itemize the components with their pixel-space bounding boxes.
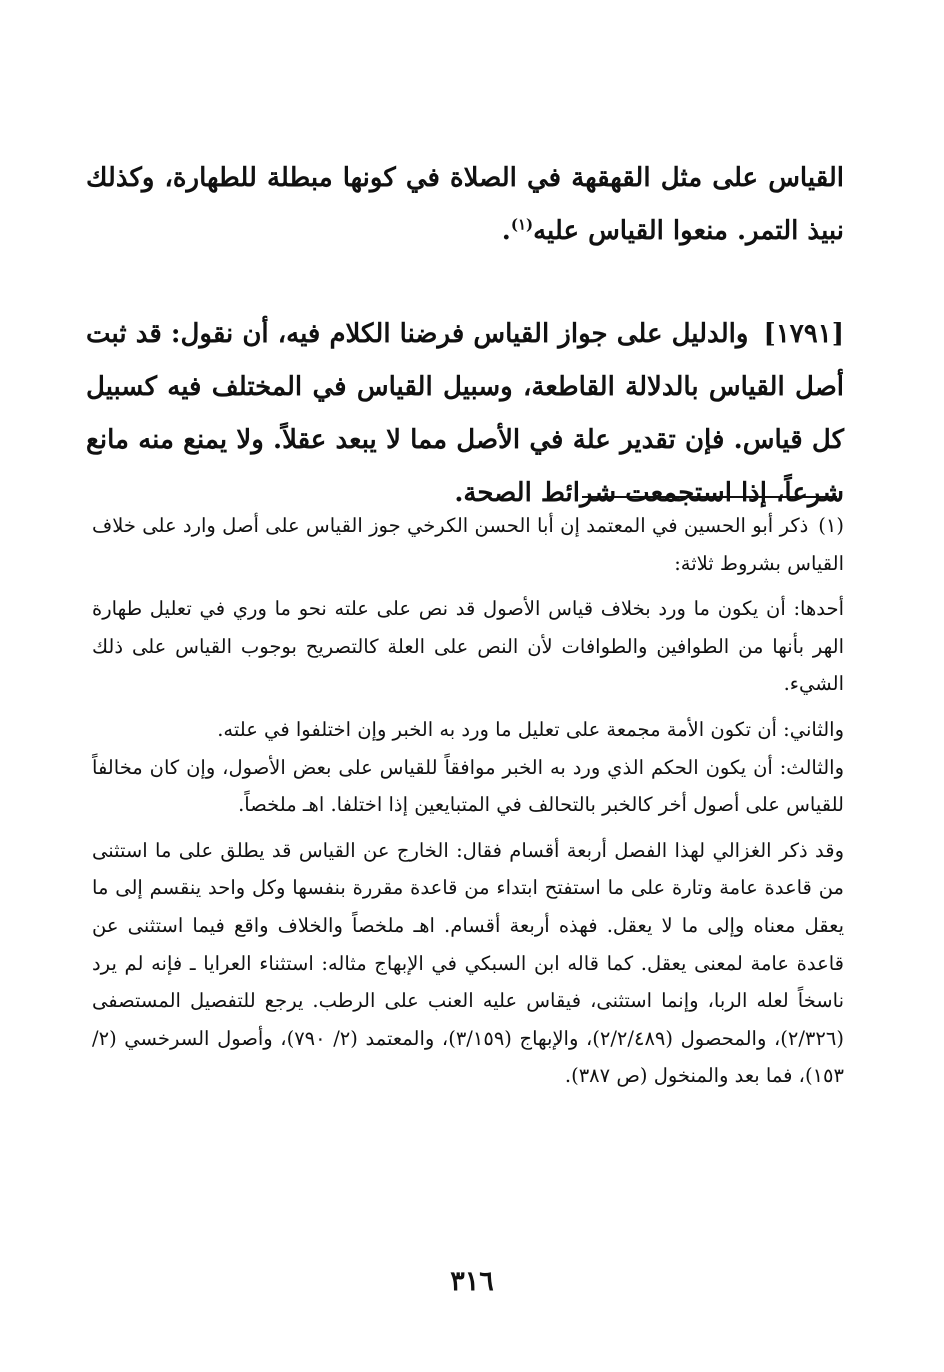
footnote-condition-2: والثاني: أن تكون الأمة مجمعة على تعليل ما ورد به الخبر وإن اختلفوا في علته. xyxy=(217,717,844,741)
footnote-separator xyxy=(582,496,837,498)
paragraph-1-text: القياس على مثل القهقهة في الصلاة في كونها مبطلة للطهارة، وكذلك نبيذ التمر. منعوا القياس عليه xyxy=(86,163,844,246)
footnote-marker: (١) xyxy=(818,514,844,537)
page-number: ٣١٦ xyxy=(450,1266,494,1297)
paragraph-2-text: والدليل على جواز القياس فرضنا الكلام فيه، أن نقول: قد ثبت أصل القياس بالدلالة القاطعة، وسبيل القياس في المختلف فيه كسبيل كل قياس. فإن تقدير علة في الأصل مما لا يبعد عقلاً. ولا يمنع منه مانع شرعاً، إذا استجمعت شرائط الصحة. xyxy=(86,319,844,508)
body-paragraph-2 xyxy=(86,308,844,520)
footnote-intro-text: ذكر أبو الحسين في المعتمد إن أبا الحسن الكرخي جوز القياس على أصل وارد على خلاف القياس بشروط ثلاثة: xyxy=(92,514,844,575)
paragraph-number: [١٧٩١] xyxy=(763,319,844,349)
body-paragraph-1 xyxy=(86,152,844,258)
paragraph-1-end: . xyxy=(501,216,511,246)
footnote-condition-1: أحدها: أن يكون ما ورد بخلاف قياس الأصول قد نص على علته نحو ما وري في تعليل طهارة الهر بأنها من الطوافين والطوافات لأن النص على العلة كالتصريح بوجوب القياس على ذلك الشيء. xyxy=(92,597,844,696)
footnote-intro xyxy=(92,507,844,582)
footnote-reference: (١) xyxy=(510,215,534,234)
footnotes-section xyxy=(92,507,844,1095)
footnote-ghazali: وقد ذكر الغزالي لهذا الفصل أربعة أقسام فقال: الخارج عن القياس قد يطلق على ما استثنى من قاعدة عامة وتارة على ما استفتح ابتداء من قاعدة مقررة بنفسها وكل واحد ينقسم إلى ما يعقل معناه وإلى ما لا يعقل. فهذه أربعة أقسام. اهـ ملخصاً والخلاف واقع فيما استثنى عن قاعدة عامة لمعنى يعقل. كما قاله ابن السبكي في الإبهاج مثاله: استثناء العرايا ـ فإنه لم يرد ناسخاً لعله الربا، وإنما استثنى، فيقاس عليه العنب على الرطب. يرجع للتفصيل المستصفى (٢/٣٢٦)، والمحصول (٢/٢/٤٨٩)، والإبهاج (٣/١٥٩)، والمعتمد (٢/ ٧٩٠)، وأصول السرخسي (٢/ ١٥٣)، فما بعد والمنخول (ص ٣٨٧). xyxy=(92,838,844,1088)
footnote-condition-3: والثالث: أن يكون الحكم الذي ورد به الخبر موافقاً للقياس على بعض الأصول، وإن كان مخالفاً للقياس على أصول أخر كالخبر بالتحالف في المتبايعين إذا اختلفا. اهـ ملخصاً. xyxy=(92,755,844,817)
